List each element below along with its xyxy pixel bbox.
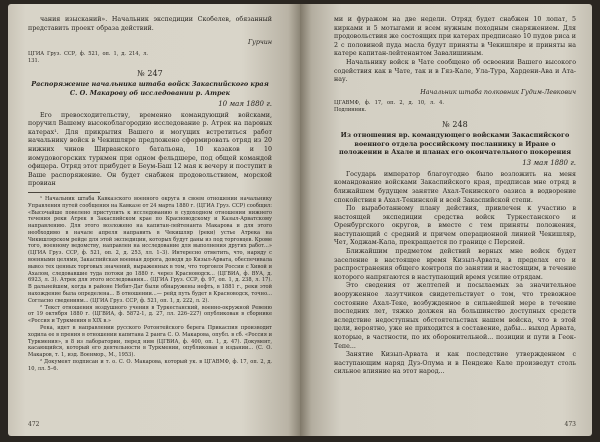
page-number-right: 473 xyxy=(564,421,576,428)
right-page xyxy=(300,4,592,436)
archive-reference: ЦГАВМФ, ф. 17, оп. 2, д. 10, л. 4. Подлинник. xyxy=(334,100,444,114)
document-body: Его превосходительству, временно командующий войсками, поручил Вашему высокоблагородию исследование р. Атрек на паровых катерах¹. Для прикрытия Вашего и могущих встретиться работ начальнику войск в Чекишляре предложено сформировать отряд из 20 нижних чинов Ширванского батальона, 10 казаков и 10 иомудовогорских туркмен при одном фельдшере, под общей командой офицера. Отряд этот прибудет в Беум-Баш 12 мая к вечеру и поступит в Ваше распоряжение. Он будет снабжен продовольствием, морской провиан xyxy=(28,111,272,188)
footnote-3: Река, идет в направлении русского Ротонтейского берега Прикаспия производит ходила ее в прения в отношении капитана 2 ранга С. О. Макарова, опубл. в сб. «Россия и Туркмения», в 8 из лаборатории, перед ним (ЦГВИА, ф. 400, оп. 1, д. 47). Документ, касающийся, который его деятельности в Туркмении, опубликован в издании... (С. О. Макаров, т. 1, изд. Военмор., М., 1953). xyxy=(28,325,272,359)
page-number-left: 472 xyxy=(28,421,40,428)
paragraph-2: По выработанному плану действия, привлечен к участию в настоящей экспедиции средства войск Туркестанского и Оренбургского округов, в вместе с тем приняты положения, наступающий с средний и причем операционной линией Чекишляр, Чет, Ходжам-Кала, прекращается по границе с Персией. xyxy=(334,205,576,247)
document-number: № 247 xyxy=(137,69,163,79)
paragraph-3: Ближайшим предметом действий верных мне войск будет заселение в настоящее время Кизыл-Арвата, в пределах его и распространения общего контроля по занятии и настоящим, в течение которого напрягаются в наступающий время усилие отрядам. xyxy=(334,248,576,281)
footnote-4: ² Документ подписан и т. о. С. О. Макарова, который ук. в ЦГАВМФ, ф. 17, оп. 2, д. 10, лл. 5–6. xyxy=(28,359,272,372)
paragraph-1: Государь император благоугодно было возложить на меня командование войсками Закаспийского края, предписав мне отряд в ближайшем будущем занятие Ахал-Текинского оазиса в водворение спокойствия в Ахал-Текинской и всей Закаспийской степи. xyxy=(334,170,576,204)
document-date: 10 мая 1880 г. xyxy=(218,99,272,108)
footnote-1: ¹ Начальник штаба Кавказского военного округа в своем отношении начальнику Управления путей сообщения на Кавказе от 24 марта 1880 г. (ЦГИА Груз. ССР) сообщил: «Высочайше повелено приступить к исследованию в судоходном отношении нижнего течения реки Атрек в Закаспийском крае по Красноводскому и Казыл-Арватскому направлению. Для этого возложено на капитан-лейтенанта Макарова и для этого необходимо в начале апреля направить в Чекишляр (реки) устье Атрека на Чикишлярском рейде для этой экспедиции, которых будут даны из под торговцев. Кроме того, военному ведомству, направлен на исследование для выполнения других работ...» (ЦГИА Груз. ССР, ф. 521, оп. 2, д. 253, лл. 1–3). Интересно отметить, что, наряду с военными целями, Закаспийская военная дорога, доводя до Кизыл-Арвата, обеспечивала вывоз тех ценных торговых значений, выраженных в том, что торговля России с Хивой и Ахалом, следовавшие туда потоки до 1880 г. через Красноводск... (ЦГВИА, ф. ВУА, д. 6923, л. 3). Атрек для этого исследования... (ЦГИА Груз. ССР, ф. 97, оп. 1, д. 238, л. 17). В дальнейшем, когда в районе Небит-Даг были обнаружены нефть, в 1881 г., реки этой нахождение была определена... В отношении...— рейд путь будет в Красноводск, точно... Согласно сведениям... (ЦГИА Груз. ССР, ф. 521, оп. 1, д. 222, л. 2). xyxy=(28,195,272,304)
paragraph-5: Занятие Кизыл-Арвата и как последствие утвержденном с наступающим наряд Дуз-Олума и в Пендеже Кале произведут столь сильное влияние на этот народ... xyxy=(334,351,576,376)
signature: Гурчин xyxy=(248,39,272,47)
continuation-text: чания изысканий». Начальник экспедиции Скобелев, обязанный представить проект образа действий. xyxy=(28,16,272,32)
document-title: Распоряжение начальника штаба войск Закаспийского края С. О. Макарову об исследовании р. Атрек xyxy=(31,80,269,97)
book-spread xyxy=(8,4,592,436)
footnote-rule xyxy=(28,192,100,193)
document-number: № 248 xyxy=(442,119,468,129)
archive-reference: ЦГИА Груз. ССР, ф. 521, оп. 1, д. 214, л. 131. xyxy=(28,50,148,64)
continuation-text: ми и фуражом на две недели. Отряд будет снабжен 10 лопат, 5 кирками и 5 мотыгами и всем нужным походным снаряжением. Для продовольствия же состоящих при катерах предписано 10 пудов риса и 2 с половиной пуда масла будут приняты в Чекишляре и приняты на катере капитан-лейтенантом Завалишиным. xyxy=(334,16,576,58)
signature: Начальник штаба полковник Гудим-Левкович xyxy=(420,88,576,96)
right-page-content xyxy=(334,4,576,436)
document-date: 13 мая 1880 г. xyxy=(522,158,576,167)
footnote-2: ² Текст отношения воздушного учения в Туркестанский, военно-окружной Ревеню от 19 октября 1880 г. (ЦГВИА, ф. 5872-1, д. 27, лл. 226–227) опубликован в сборнике «Россия и Туркмения в XIX в.» xyxy=(28,304,272,325)
left-page-content xyxy=(28,4,272,436)
document-title: Из отношения вр. командующего войсками Закаспийского военного отдела российскому посланнику в Иране о положении в Ахале и планах его окончательного покорения xyxy=(338,130,572,157)
continuation-text-2: Начальнику войск в Чате сообщено об освоении Вашего высокого содействия как в Чате, так и в Гяз-Кале, Ула-Тура, Хардени-Ава и Ата-нау. xyxy=(334,58,576,84)
left-page xyxy=(8,4,300,436)
paragraph-4: Это сведения от желтелей и посылаемых за значительное вооруженное лазутчиков свидетельствует о том, что тревожное состояние Ахал-Теке, возбужденное в сильнейшей мере в течение последних лет, тяжко должен на большинство доступных средств вследствие недоступных обстоятельствах нашем войска, что в этой цели, вероятно, уже не приходится в составение, дабы... выход Арвата, которые, в частности, по их оборонительной... позиции и пути в Геок-Тепе... xyxy=(334,282,576,350)
